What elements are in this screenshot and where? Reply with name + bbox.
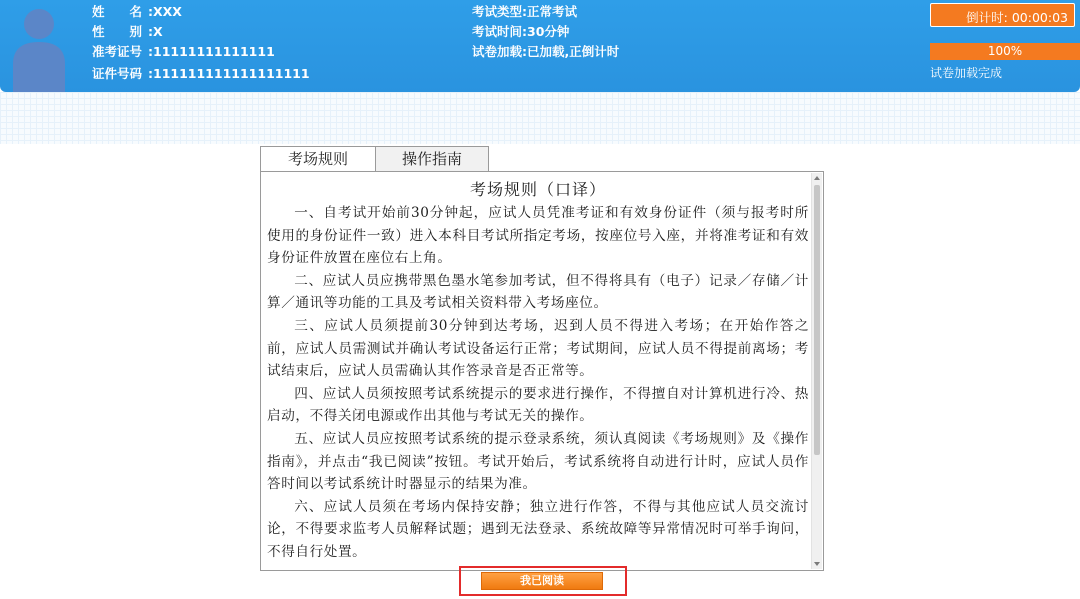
- name-label: 姓 名: [92, 4, 143, 19]
- rules-scrollbar[interactable]: [811, 173, 822, 569]
- tab-operation-guide[interactable]: 操作指南: [375, 146, 489, 171]
- load-complete-text: 试卷加载完成: [930, 66, 1003, 80]
- load-progress-bar: 100%: [930, 43, 1080, 60]
- exam-load-status: 试卷加载:已加载,正倒计时: [472, 44, 620, 59]
- scroll-down-arrow-icon[interactable]: [814, 562, 820, 566]
- header-grid-background: [0, 92, 1080, 144]
- rule-paragraph: 六、应试人员须在考场内保持安静；独立进行作答，不得与其他应试人员交流讨论，不得要求监考人员解释试题；遇到无法登录、系统故障等异常情况时可举手询问，不得自行处置。: [267, 498, 809, 560]
- rule-paragraph: 四、应试人员须按照考试系统提示的要求进行操作，不得擅自对计算机进行冷、热启动，不得关闭电源或作出其他与考试无关的操作。: [267, 385, 809, 425]
- exam-duration: 考试时间:30分钟: [472, 24, 570, 39]
- rule-paragraph: 一、自考试开始前30分钟起，应试人员凭准考证和有效身份证件（须与报考时所使用的身份证件一致）进入本科目考试所指定考场，按座位号入座，并将准考证和有效身份证件放置在座位右上角。: [267, 205, 809, 267]
- rules-content: [267, 178, 809, 564]
- countdown-timer: 倒计时: 00:00:03: [930, 3, 1075, 27]
- read-confirm-button[interactable]: 我已阅读: [481, 572, 603, 590]
- rule-paragraph: 三、应试人员须提前30分钟到达考场，迟到人员不得进入考场；在开始作答之前，应试人员需测试并确认考试设备运行正常；考试期间，应试人员不得提前离场；考试结束后，应试人员需确认其作答录音是否正常等。: [267, 317, 809, 380]
- rules-title: 考场规则（口译）: [469, 180, 606, 199]
- rule-paragraph: 二、应试人员应携带黑色墨水笔参加考试，但不得将具有（电子）记录／存储／计算／通讯等功能的工具及考试相关资料带入考场座位。: [267, 272, 809, 312]
- admission-label: 准考证号: [92, 44, 143, 59]
- tab-exam-rules[interactable]: 考场规则: [260, 146, 376, 171]
- id-label: 证件号码: [92, 66, 143, 81]
- scroll-up-arrow-icon[interactable]: [814, 176, 820, 180]
- header-bar: [0, 0, 1080, 92]
- gender-label: 性 别: [92, 24, 143, 39]
- exam-info: [472, 2, 619, 62]
- rules-panel: [260, 171, 824, 571]
- candidate-info: [92, 2, 310, 84]
- avatar-icon: [11, 2, 67, 92]
- id-value: :111111111111111111: [148, 66, 310, 81]
- gender-value: :X: [148, 24, 163, 39]
- exam-type: 考试类型:正常考试: [472, 4, 577, 19]
- admission-value: :11111111111111: [148, 44, 275, 59]
- name-value: :XXX: [148, 4, 182, 19]
- rule-paragraph: 五、应试人员应按照考试系统的提示登录系统，须认真阅读《考场规则》及《操作指南》，并点击“我已阅读”按钮。考试开始后，考试系统将自动进行计时，应试人员作答时间以考试系统计时器显示的结果为准。: [267, 430, 809, 493]
- scroll-thumb[interactable]: [814, 185, 820, 455]
